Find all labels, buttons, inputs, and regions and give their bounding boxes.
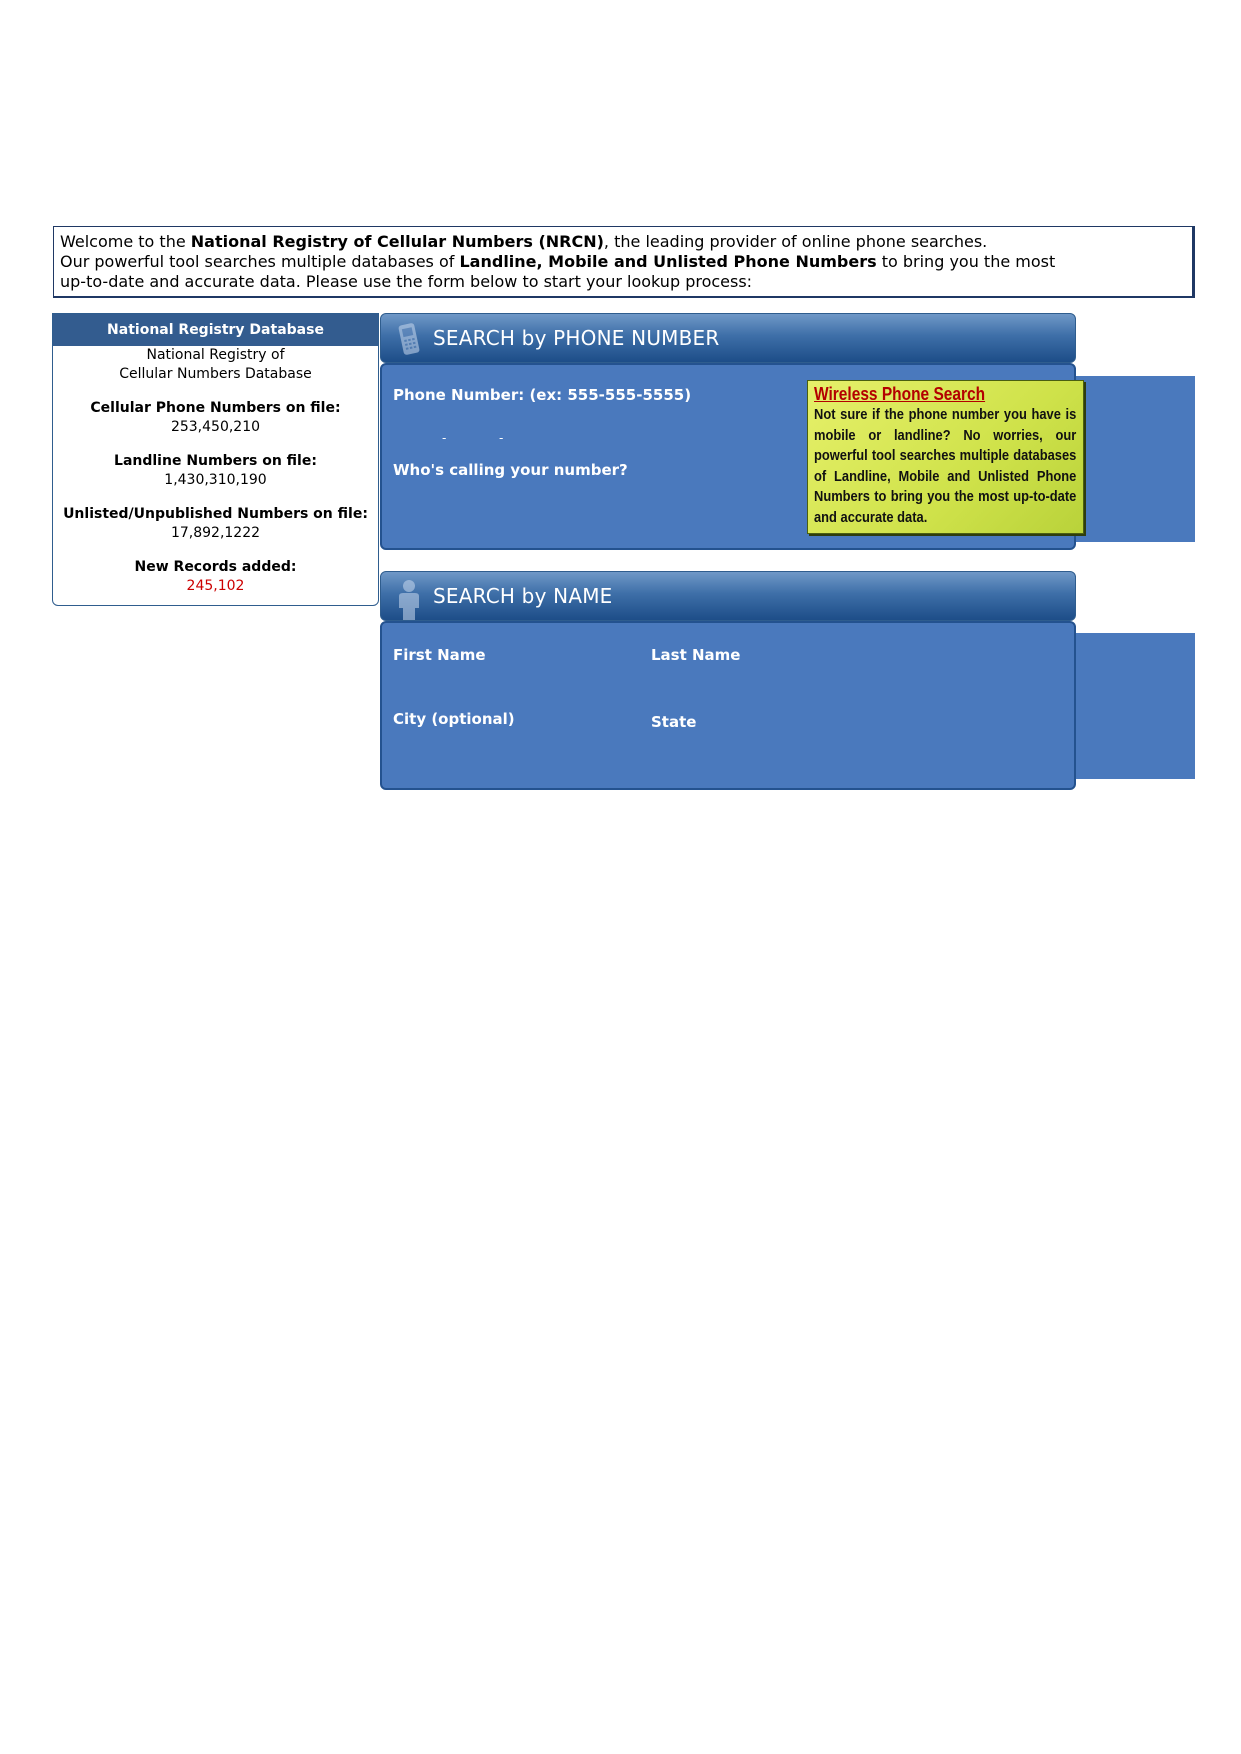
stat-value-highlight: 245,102 xyxy=(186,578,245,594)
phone-number-label: Phone Number: (ex: 555-555-5555) xyxy=(393,386,692,404)
name-side-block xyxy=(1076,633,1195,779)
stat-label: Landline Numbers on file: xyxy=(114,453,317,469)
phone-side-block xyxy=(1076,376,1195,542)
stat-label: Cellular Phone Numbers on file: xyxy=(90,400,341,416)
stat-label: Unlisted/Unpublished Numbers on file: xyxy=(63,506,368,522)
stat-landline xyxy=(53,452,378,490)
wireless-search-promo xyxy=(807,380,1084,534)
promo-text: Not sure if the phone number you have is mobile or landline? No worries, our powerful tool searches multiple databases of Landline, Mobile and Unlisted Phone Numbers to bring you the most up-to-date and accurate data. xyxy=(814,406,1077,526)
stat-value: 17,892,1222 xyxy=(170,525,261,541)
registry-stats-panel xyxy=(52,313,379,606)
whos-calling-link[interactable]: Who's calling your number? xyxy=(393,461,628,479)
stat-unlisted xyxy=(53,505,378,543)
person-icon xyxy=(395,578,423,624)
stat-value: 1,430,310,190 xyxy=(164,472,267,488)
name-search-header xyxy=(380,571,1076,621)
city-label: City (optional) xyxy=(393,710,515,728)
stat-cellular xyxy=(53,399,378,437)
phone-search-header xyxy=(380,313,1076,363)
stat-new-records xyxy=(53,558,378,596)
first-name-label: First Name xyxy=(393,646,486,664)
state-label: State xyxy=(651,713,697,731)
phone-search-title: SEARCH by PHONE NUMBER xyxy=(433,326,720,350)
stat-value: 253,450,210 xyxy=(170,419,261,435)
promo-title[interactable]: Wireless Phone Search xyxy=(814,384,986,404)
name-search-title: SEARCH by NAME xyxy=(433,584,613,608)
registry-stats-header: National Registry Database xyxy=(53,314,378,346)
registry-subtitle-line-1: National Registry of xyxy=(146,347,285,363)
intro-line-2: Our powerful tool searches multiple databases of Landline, Mobile and Unlisted Phone Numbers to bring you the most xyxy=(60,252,1056,271)
phone-separator: - xyxy=(499,431,504,445)
stat-label: New Records added: xyxy=(134,559,297,575)
name-search-form xyxy=(380,621,1076,790)
registry-subtitle-line-2: Cellular Numbers Database xyxy=(119,366,312,382)
registry-subtitle xyxy=(53,346,378,384)
phone-separator: - xyxy=(442,431,447,445)
cellphone-icon xyxy=(395,320,423,362)
intro-box xyxy=(53,226,1195,298)
last-name-label: Last Name xyxy=(651,646,741,664)
intro-line-1: Welcome to the National Registry of Cellular Numbers (NRCN), the leading provider of online phone searches. xyxy=(60,232,988,251)
intro-line-3: up-to-date and accurate data. Please use the form below to start your lookup process: xyxy=(60,272,753,291)
